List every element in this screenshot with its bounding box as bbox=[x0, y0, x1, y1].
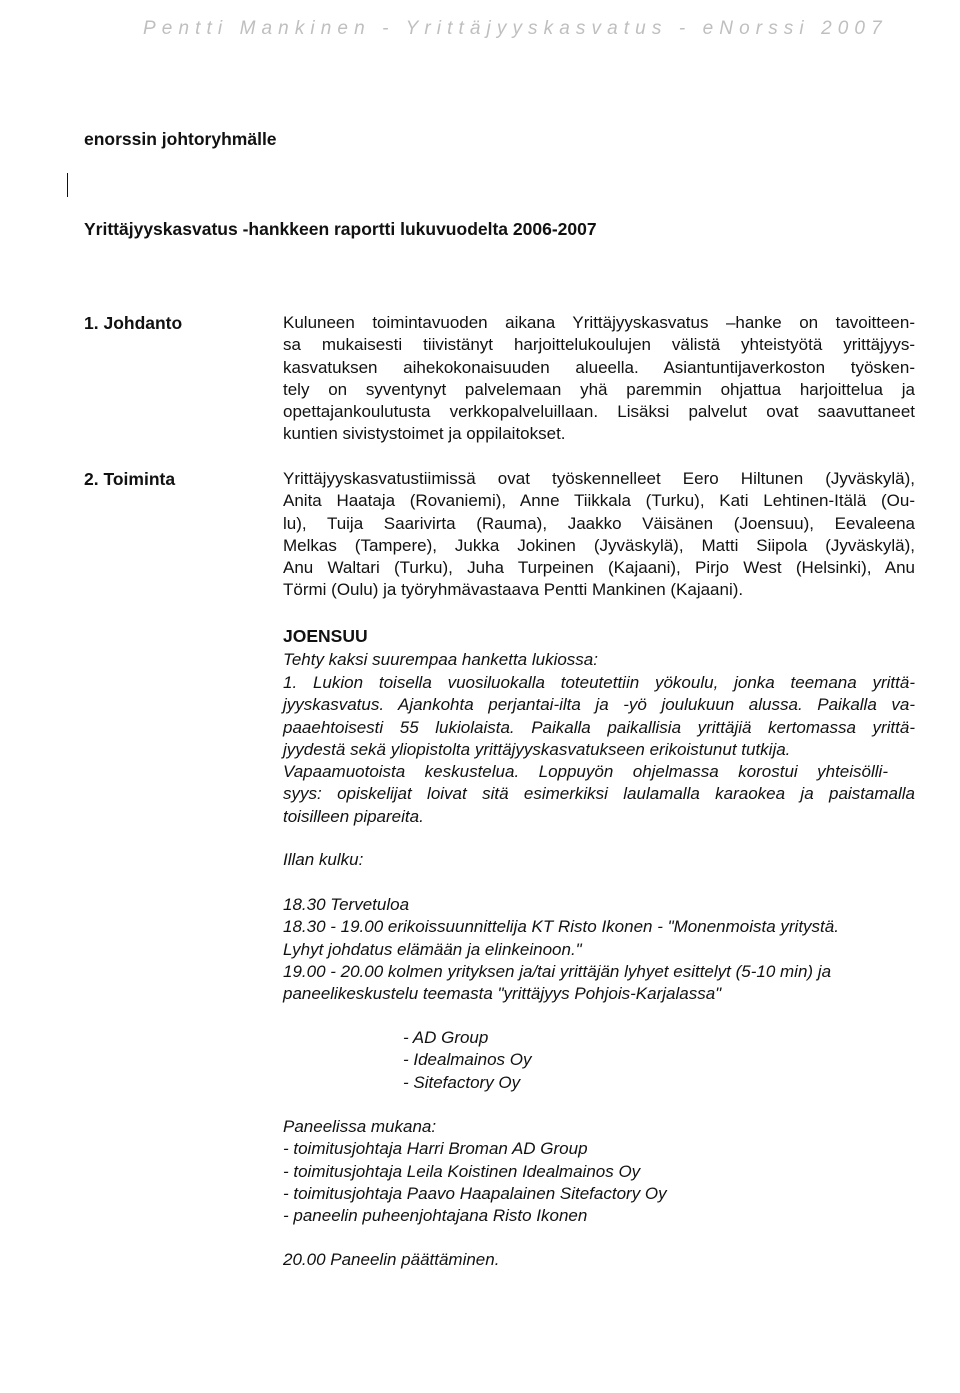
company-item: - Sitefactory Oy bbox=[403, 1072, 521, 1092]
company-list bbox=[403, 1027, 703, 1094]
joensuu-item-line: jyyskasvatus. Ajankohta perjantai-ilta ja -yö joulukuun alussa. Paikalla va- bbox=[283, 695, 915, 715]
section-body-activity bbox=[283, 468, 915, 602]
running-header: Pentti Mankinen - Yrittäjyyskasvatus - eNorssi 2007 bbox=[143, 18, 888, 39]
joensuu-heading: JOENSUU bbox=[283, 626, 368, 646]
activity-line: Anita Haataja (Rovaniemi), Anne Tiikkala (Turku), Kati Lehtinen-Itälä (Ou- bbox=[283, 491, 915, 511]
panel-member: - toimitusjohtaja Leila Koistinen Idealmainos Oy bbox=[283, 1161, 641, 1181]
schedule-line: 18.30 Tervetuloa bbox=[283, 895, 410, 914]
company-item: - AD Group bbox=[403, 1028, 489, 1047]
closing-line: 20.00 Paneelin päättäminen. bbox=[283, 1250, 500, 1269]
intro-line: opettajankoulutusta verkkopalveluillaan. Lisäksi palvelut ovat saavuttaneet bbox=[283, 402, 915, 422]
section-body-intro bbox=[283, 312, 915, 446]
evening-label: Illan kulku: bbox=[283, 850, 364, 869]
panel-block bbox=[283, 1116, 915, 1227]
schedule-line: Lyhyt johdatus elämään ja elinkeinoon." bbox=[283, 939, 582, 959]
intro-line: Kuluneen toimintavuoden aikana Yrittäjyyskasvatus –hanke on tavoitteen- bbox=[283, 313, 915, 332]
recipient-line: enorssin johtoryhmälle bbox=[84, 129, 277, 149]
section-heading-intro: 1. Johdanto bbox=[84, 313, 183, 333]
panel-member: - paneelin puheenjohtajana Risto Ikonen bbox=[283, 1206, 588, 1226]
intro-line: tely on syventynyt palvelemaan yhä paremmin ohjattua harjoittelua ja bbox=[283, 379, 915, 399]
schedule-line: 18.30 - 19.00 erikoissuunnittelija KT Risto Ikonen - "Monenmoista yritystä. bbox=[283, 917, 839, 937]
section-heading-activity: 2. Toiminta bbox=[84, 469, 176, 489]
report-title: Yrittäjyyskasvatus -hankkeen raportti lukuvuodelta 2006-2007 bbox=[84, 219, 597, 239]
activity-line: Anu Waltari (Turku), Juha Turpeinen (Kajaani), Pirjo West (Helsinki), Anu bbox=[283, 558, 915, 578]
company-item: - Idealmainos Oy bbox=[403, 1050, 532, 1070]
joensuu-item-line: Vapaamuotoista keskustelua. Loppuyön ohjelmassa korostui yhteisölli- bbox=[283, 762, 888, 782]
joensuu-item-line: toisilleen pipareita. bbox=[283, 806, 424, 826]
intro-line: sa mukaisesti tiivistänyt harjoittelukoulujen välistä yhteistyötä yrittäjyys- bbox=[283, 335, 915, 355]
joensuu-item-line: 1. Lukion toisella vuosiluokalla toteutettiin yökoulu, jonka teemana yrittä- bbox=[283, 673, 915, 692]
schedule-line: 19.00 - 20.00 kolmen yrityksen ja/tai yrittäjän lyhyet esittelyt (5-10 min) ja bbox=[283, 961, 832, 981]
joensuu-subtitle: Tehty kaksi suurempaa hanketta lukiossa: bbox=[283, 650, 598, 669]
activity-line: Törmi (Oulu) ja työryhmävastaava Pentti Mankinen (Kajaani). bbox=[283, 580, 744, 600]
activity-line: Melkas (Tampere), Jukka Jokinen (Jyväskylä), Matti Siipola (Jyväskylä), bbox=[283, 535, 915, 555]
panel-member: - toimitusjohtaja Harri Broman AD Group bbox=[283, 1139, 588, 1159]
joensuu-item-line: jyydestä sekä yliopistolta yrittäjyyskasvatukseen erikoistunut tutkija. bbox=[283, 739, 791, 759]
panel-member: - toimitusjohtaja Paavo Haapalainen Sitefactory Oy bbox=[283, 1183, 667, 1203]
joensuu-item-1 bbox=[283, 672, 915, 828]
intro-line: kuntien sivistystoimet ja oppilaitokset. bbox=[283, 424, 566, 444]
activity-line: lu), Tuija Saarivirta (Rauma), Jaakko Väisänen (Joensuu), Eevaleena bbox=[283, 513, 915, 533]
schedule-line: paneelikeskustelu teemasta "yrittäjyys Pohjois-Karjalassa" bbox=[283, 984, 722, 1004]
activity-line: Yrittäjyyskasvatustiimissä ovat työskennelleet Eero Hiltunen (Jyväskylä), bbox=[283, 469, 915, 488]
panel-label: Paneelissa mukana: bbox=[283, 1117, 437, 1136]
joensuu-item-line: syys: opiskelijat loivat sitä esimerkiksi laulamalla karaokea ja paistamalla bbox=[283, 784, 915, 804]
evening-schedule bbox=[283, 894, 915, 1005]
intro-line: kasvatuksen aihekokonaisuuden alueella. Asiantuntijaverkoston työsken- bbox=[283, 357, 915, 377]
joensuu-item-line: paaehtoisesti 55 lukiolaista. Paikalla paikallisia yrittäjiä kertomassa yrittä- bbox=[283, 717, 915, 737]
text-cursor bbox=[67, 173, 68, 197]
